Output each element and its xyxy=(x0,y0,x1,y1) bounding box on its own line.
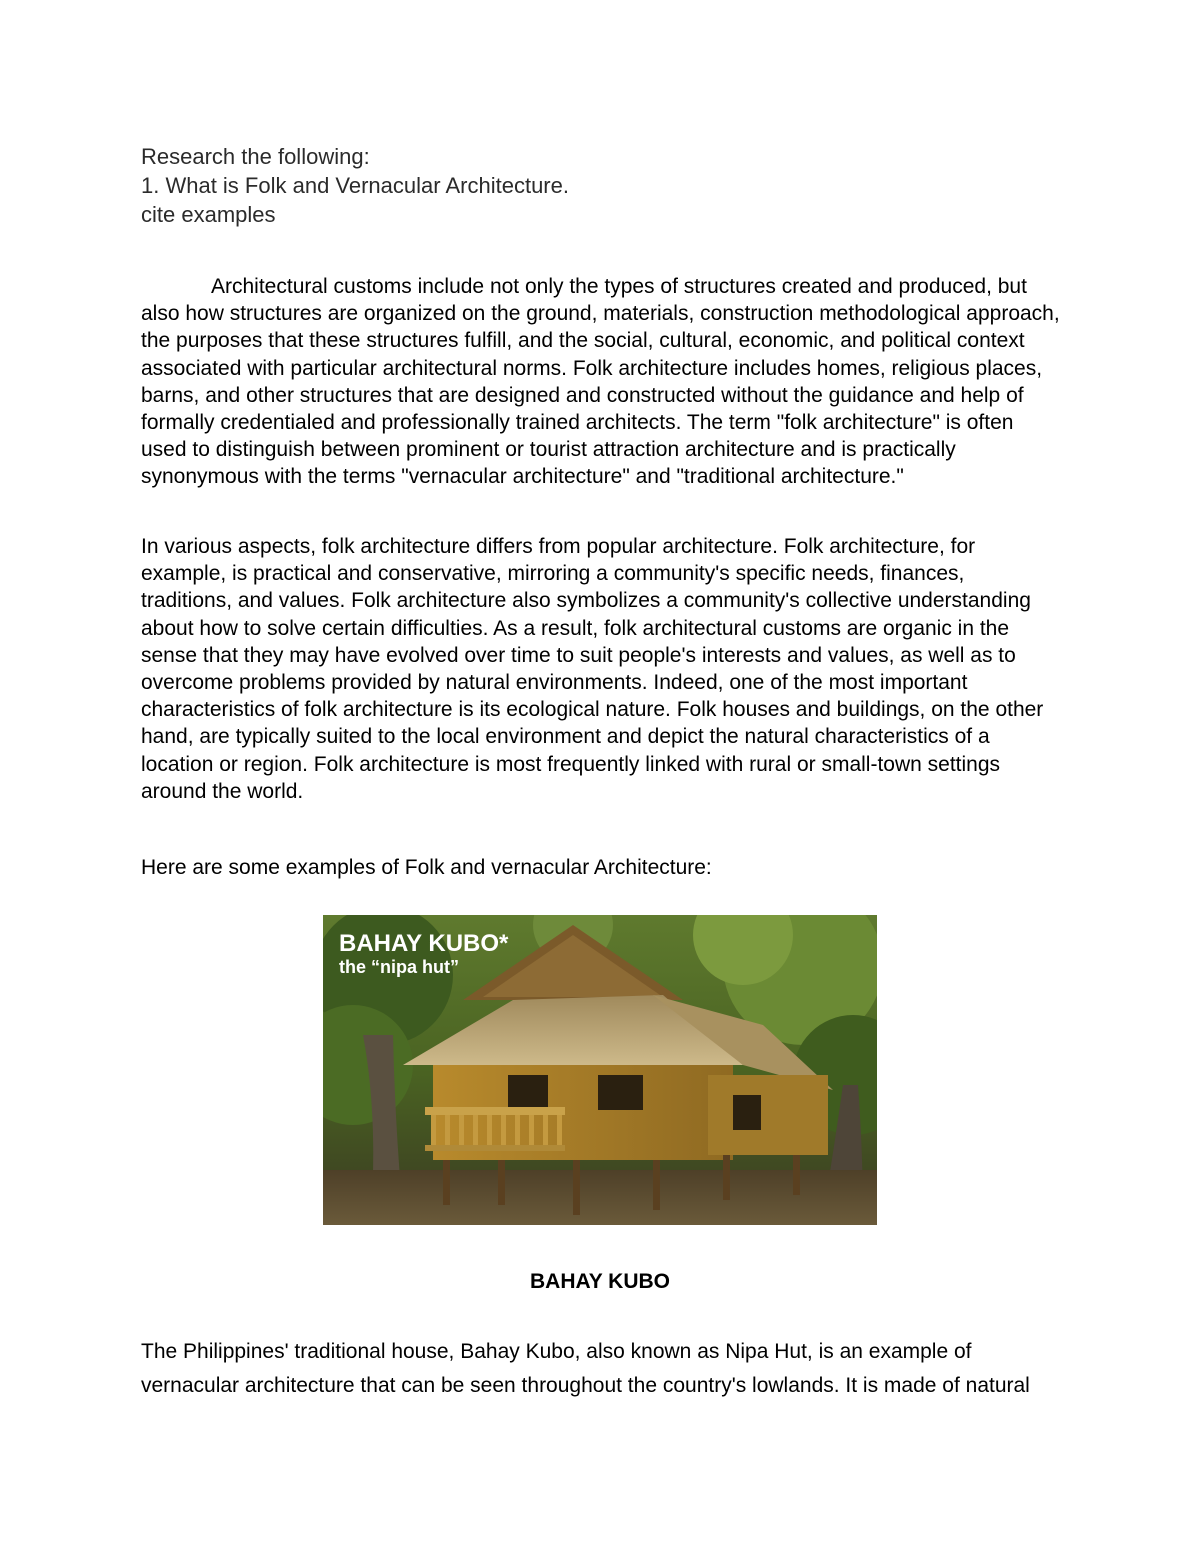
photo-overlay-subtitle: the “nipa hut” xyxy=(339,957,459,977)
header-line-2: 1. What is Folk and Vernacular Architecture. xyxy=(141,173,569,198)
bahay-kubo-photo xyxy=(323,915,877,1225)
paragraph-bahay-kubo: The Philippines' traditional house, Bahay Kubo, also known as Nipa Hut, is an example of vernacular architecture that can be seen throughout the country's lowlands. It is made of natural xyxy=(141,1340,1030,1397)
figure-caption: BAHAY KUBO xyxy=(529,1270,671,1293)
header-line-1: Research the following: xyxy=(141,144,370,169)
question-header xyxy=(141,142,1041,229)
photo-overlay-title: BAHAY KUBO* xyxy=(339,930,509,957)
paragraph-differences: In various aspects, folk architecture differs from popular architecture. Folk architecture, for example, is practical and conservative, mirroring a community's specific needs, finances, traditions, and values. Folk architecture also symbolizes a community's collective understanding about how to solve certain difficulties. As a result, folk architectural customs are organic in the sense that they may have evolved over time to suit people's interests and values, as well as to overcome problems provided by natural environments. Indeed, one of the most important characteristics of folk architecture is its ecological nature. Folk houses and buildings, on the other hand, are typically suited to the local environment and depict the natural characteristics of a location or region. Folk architecture is most frequently linked with rural or small-town settings around the world. xyxy=(141,535,1044,803)
paragraph-intro: Architectural customs include not only the types of structures created and produced, but also how structures are organized on the ground, materials, construction methodological approach, the purposes that these structures fulfill, and the social, cultural, economic, and political context associated with particular architectural norms. Folk architecture includes homes, religious places, barns, and other structures that are designed and constructed without the guidance and help of formally credentialed and professionally trained architects. The term "folk architecture" is often used to distinguish between prominent or tourist attraction architecture and is practically synonymous with the terms "vernacular architecture" and "traditional architecture." xyxy=(141,275,1060,489)
header-line-3: cite examples xyxy=(141,202,276,227)
paragraph-examples-intro: Here are some examples of Folk and vernacular Architecture: xyxy=(141,856,712,879)
